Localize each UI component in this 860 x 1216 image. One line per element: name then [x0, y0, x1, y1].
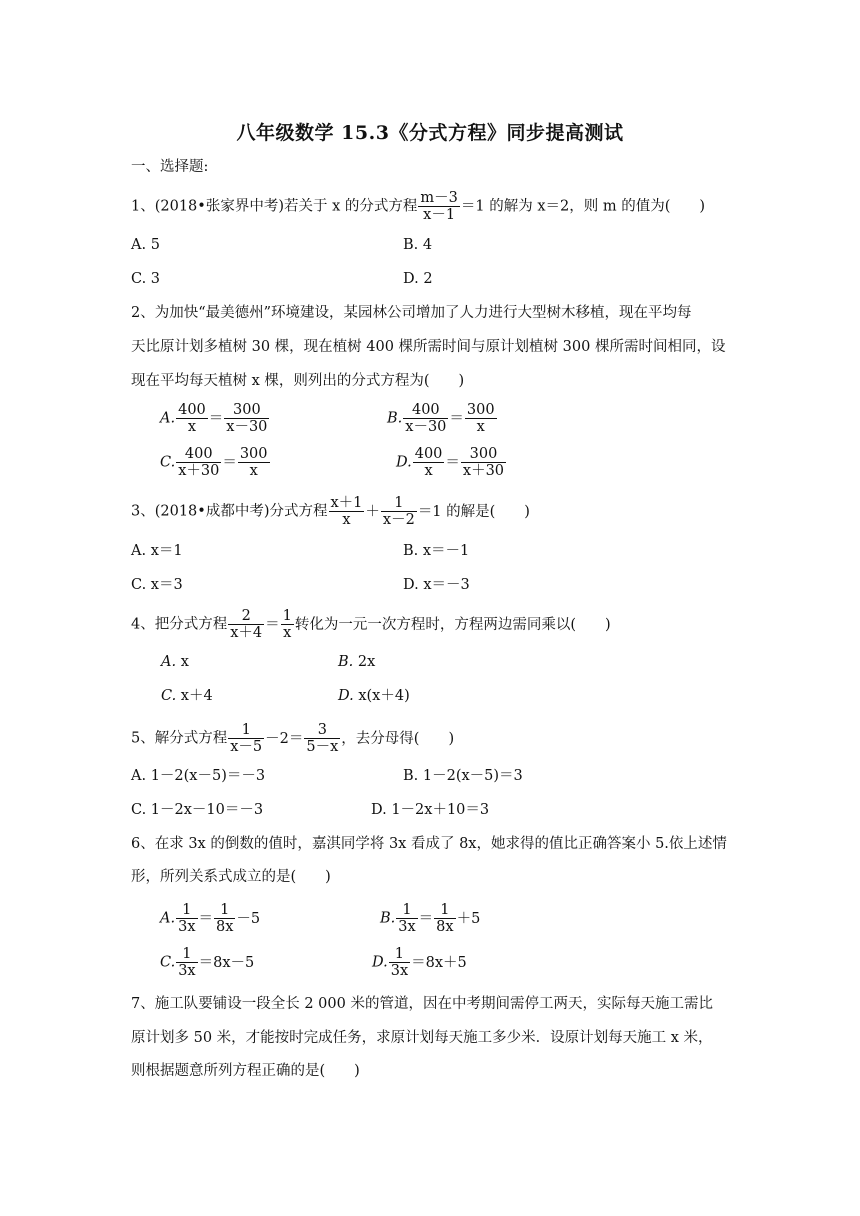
q4-d-label: D.: [338, 688, 354, 704]
q3-num1: x＋1: [330, 495, 363, 511]
q4-den2: x: [283, 625, 292, 641]
q6-c-label: C.: [160, 954, 176, 971]
q6-b-eq: ＝: [418, 910, 434, 927]
q4-b-text: 2x: [357, 654, 376, 670]
q3-stem-post: ＝1 的解是( ): [417, 503, 530, 520]
q4-d-text: x(x＋4): [358, 688, 410, 704]
q2-option-a: [160, 402, 270, 435]
q2-line-1: 2、为加快“最美德州”环境建设，某园林公司增加了人力进行大型树木移植，现在平均每: [131, 305, 692, 321]
q1-stem-pre: 1、(2018•张家界中考)若关于 x 的分式方程: [131, 198, 418, 215]
q3-num2: 1: [381, 495, 417, 512]
q2-line-3: 现在平均每天植树 x 棵，则列出的分式方程为( ): [131, 373, 465, 389]
q2-c-num1: 400: [176, 446, 221, 463]
q7-line-3: 则根据题意所列方程正确的是( ): [131, 1063, 360, 1079]
q2-a-eq: ＝: [208, 410, 224, 427]
q1-option-b: B. 4: [403, 237, 433, 253]
q6-d-tail: ＝8x＋5: [411, 954, 467, 971]
q6-b-den2: 8x: [436, 919, 454, 935]
q5-option-b: B. 1－2(x－5)＝3: [403, 768, 523, 784]
question-4: [131, 608, 611, 641]
q5-den2: 5－x: [306, 739, 339, 755]
q4-option-a: [161, 652, 189, 672]
q4-b-label: B.: [338, 654, 354, 670]
q6-c-tail: ＝8x－5: [198, 954, 255, 971]
q6-option-d: [372, 946, 467, 979]
q6-a-den2: 8x: [216, 919, 234, 935]
q2-c-label: C.: [160, 454, 176, 471]
q4-den1: x＋4: [230, 625, 263, 641]
q4-eq: ＝: [265, 616, 280, 633]
q1-stem-post: ＝1 的解为 x＝2，则 m 的值为( ): [460, 198, 706, 215]
q2-option-b: [387, 402, 498, 435]
q5-stem-pre: 5、解分式方程: [131, 730, 228, 747]
q3-option-d: D. x＝－3: [403, 577, 470, 593]
q1-numerator: m－3: [420, 190, 458, 206]
q6-a-eq: ＝: [198, 910, 213, 927]
q6-b-den1: 3x: [398, 919, 416, 935]
q4-option-c: [161, 686, 213, 706]
q6-d-label: D.: [372, 954, 388, 971]
q4-stem-post: 转化为一元一次方程时，方程两边需同乘以( ): [294, 616, 611, 633]
q2-c-num2: 300: [239, 446, 268, 462]
q6-d-num1: 1: [389, 946, 410, 963]
q2-a-num1: 400: [178, 402, 206, 418]
question-3: [131, 495, 530, 528]
q2-b-label: B.: [387, 410, 403, 427]
q2-d-num1: 400: [414, 446, 443, 462]
q2-b-eq: ＝: [449, 410, 464, 427]
q2-a-den1: x: [187, 419, 197, 435]
q2-b-den1: x－30: [405, 419, 447, 435]
q4-num1: 2: [228, 608, 264, 625]
q2-option-c: [160, 446, 271, 479]
q5-option-d: D. 1－2x＋10＝3: [371, 802, 490, 818]
q6-c-den1: 3x: [178, 963, 196, 979]
q5-stem-post: ，去分母得( ): [341, 730, 455, 747]
q4-option-b: [338, 652, 375, 672]
q6-b-label: B.: [380, 910, 396, 927]
q3-option-b: B. x＝－1: [403, 543, 470, 559]
q6-b-num1: 1: [396, 902, 417, 919]
q1-option-a: A. 5: [131, 237, 160, 253]
q5-den1: x－5: [230, 739, 263, 755]
q2-d-den1: x: [424, 463, 433, 479]
q7-line-1: 7、施工队要铺设一段全长 2 000 米的管道，因在中考期间需停工两天，实际每天施工需比: [131, 996, 713, 1012]
question-1: [131, 190, 705, 223]
q5-option-c: C. 1－2x－10＝－3: [131, 802, 264, 818]
q2-line-2: 天比原计划多植树 30 棵，现在植树 400 棵所需时间与原计划植树 300 棵所需时间相同，设: [131, 339, 726, 355]
q5-option-a: A. 1－2(x－5)＝－3: [131, 768, 266, 784]
q4-stem-pre: 4、把分式方程: [131, 616, 228, 633]
q5-num1: 1: [228, 722, 264, 739]
q6-d-den1: 3x: [390, 963, 409, 979]
q2-a-label: A.: [160, 410, 176, 427]
q2-b-den2: x: [476, 419, 485, 435]
q4-a-text: x: [180, 654, 189, 670]
q2-a-num2: 300: [224, 402, 269, 419]
q3-den2: x－2: [382, 512, 415, 528]
q6-a-num2: 1: [214, 902, 235, 919]
q2-c-den2: x: [249, 463, 258, 479]
q2-d-label: D.: [396, 454, 412, 471]
q1-fraction: [418, 190, 459, 223]
q6-b-tail: ＋5: [456, 910, 481, 927]
q6-c-num1: 1: [176, 946, 197, 963]
question-5: [131, 722, 454, 755]
q6-a-label: A.: [160, 910, 176, 927]
q2-d-num2: 300: [461, 446, 506, 463]
q6-option-b: [380, 902, 480, 935]
q2-option-d: [396, 446, 507, 479]
q7-line-2: 原计划多 50 米，才能按时完成任务，求原计划每天施工多少米．设原计划每天施工 x 米，: [131, 1030, 713, 1046]
q2-a-den2: x－30: [226, 419, 268, 435]
q5-num2: 3: [304, 722, 340, 739]
q5-mid: －2＝: [265, 730, 304, 747]
q3-den1: x: [342, 512, 351, 528]
q2-d-den2: x＋30: [462, 463, 505, 479]
q4-a-label: A.: [161, 654, 177, 670]
q3-option-a: A. x＝1: [131, 543, 183, 559]
page-title: 八年级数学 15.3《分式方程》同步提高测试: [236, 122, 624, 144]
q2-d-eq: ＝: [445, 454, 460, 471]
q6-line-1: 6、在求 3x 的倒数的值时，嘉淇同学将 3x 看成了 8x，她求得的值比正确答案小 5.依上述情: [131, 836, 727, 852]
q3-stem-pre: 3、(2018•成都中考)分式方程: [131, 503, 328, 520]
q6-line-2: 形，所列关系式成立的是( ): [131, 869, 331, 885]
q1-denominator: x－1: [423, 207, 456, 223]
q6-a-num1: 1: [176, 902, 197, 919]
q4-num2: 1: [282, 608, 292, 624]
q1-option-d: D. 2: [403, 271, 433, 287]
q2-b-num1: 400: [403, 402, 448, 419]
q4-option-d: [338, 686, 410, 706]
q2-c-den1: x＋30: [178, 463, 220, 479]
q3-option-c: C. x＝3: [131, 577, 183, 593]
q4-c-label: C.: [161, 688, 177, 704]
q4-c-text: x＋4: [180, 688, 213, 704]
q2-b-num2: 300: [466, 402, 495, 418]
q6-option-c: [160, 946, 254, 979]
q6-b-num2: 1: [434, 902, 455, 919]
q1-option-c: C. 3: [131, 271, 161, 287]
section-heading: 一、选择题:: [131, 159, 209, 175]
q6-a-tail: －5: [236, 910, 261, 927]
q6-option-a: [160, 902, 260, 935]
q2-c-eq: ＝: [222, 454, 237, 471]
q3-plus: ＋: [365, 503, 380, 520]
q6-a-den1: 3x: [178, 919, 196, 935]
